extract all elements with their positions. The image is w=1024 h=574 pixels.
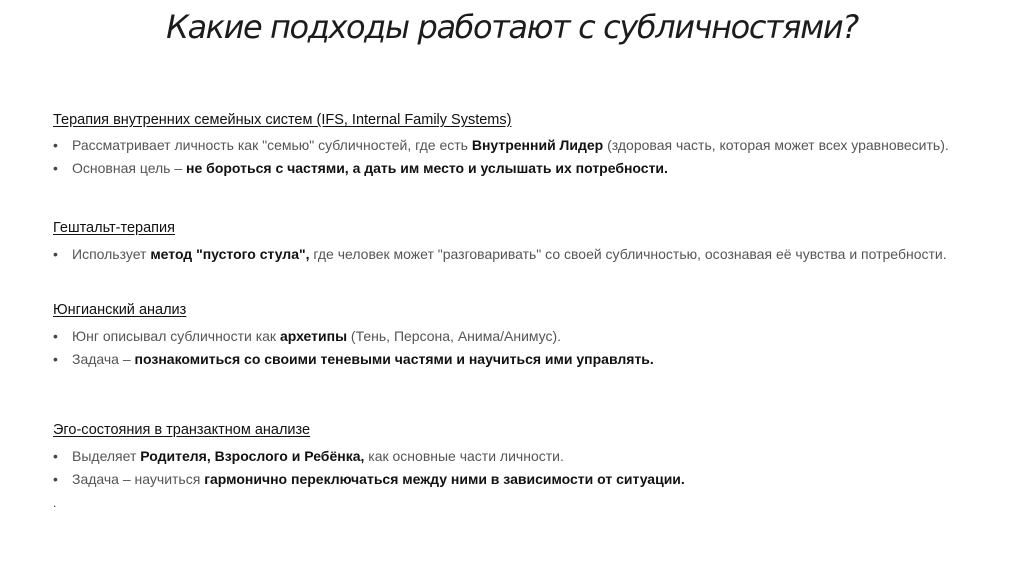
bullet-marker: •	[53, 471, 58, 487]
bullet-list-jungian	[53, 328, 999, 374]
section-heading-ifs: Терапия внутренних семейных систем (IFS, Internal Family Systems)	[53, 112, 512, 128]
section-heading-jungian: Юнгианский анализ	[53, 302, 187, 318]
bullet-list-ifs	[53, 137, 999, 183]
bullet-marker: •	[53, 160, 58, 176]
list-item: • Выделяет Родителя, Взрослого и Ребёнка, как основные части личности.	[53, 448, 564, 464]
bullet-list-transactional	[53, 448, 999, 494]
section-heading-transactional: Эго-состояния в транзактном анализе	[53, 422, 311, 438]
bullet-marker: •	[53, 448, 58, 464]
section-heading-gestalt: Гештальт-терапия	[53, 220, 175, 236]
trailing-mark: .	[53, 496, 57, 510]
bullet-marker: •	[53, 351, 58, 367]
slide-title: Какие подходы работают с субличностями?	[166, 8, 858, 46]
list-item: • Юнг описывал субличности как архетипы (Тень, Персона, Анима/Анимус).	[53, 328, 562, 344]
list-item: • Рассматривает личность как "семью" субличностей, где есть Внутренний Лидер (здоровая часть, которая может всех уравновесить).	[53, 137, 949, 153]
list-item: • Использует метод "пустого стула", где человек может "разговаривать" со своей субличностью, осознавая её чувства и потребности.	[53, 246, 947, 262]
bullet-marker: •	[53, 328, 58, 344]
bullet-marker: •	[53, 246, 58, 262]
list-item: • Задача – научиться гармонично переключаться между ними в зависимости от ситуации.	[53, 471, 685, 487]
list-item: • Основная цель – не бороться с частями, а дать им место и услышать их потребности.	[53, 160, 668, 176]
bullet-list-gestalt	[53, 246, 999, 269]
bullet-marker: •	[53, 137, 58, 153]
list-item: • Задача – познакомиться со своими теневыми частями и научиться ими управлять.	[53, 351, 654, 367]
